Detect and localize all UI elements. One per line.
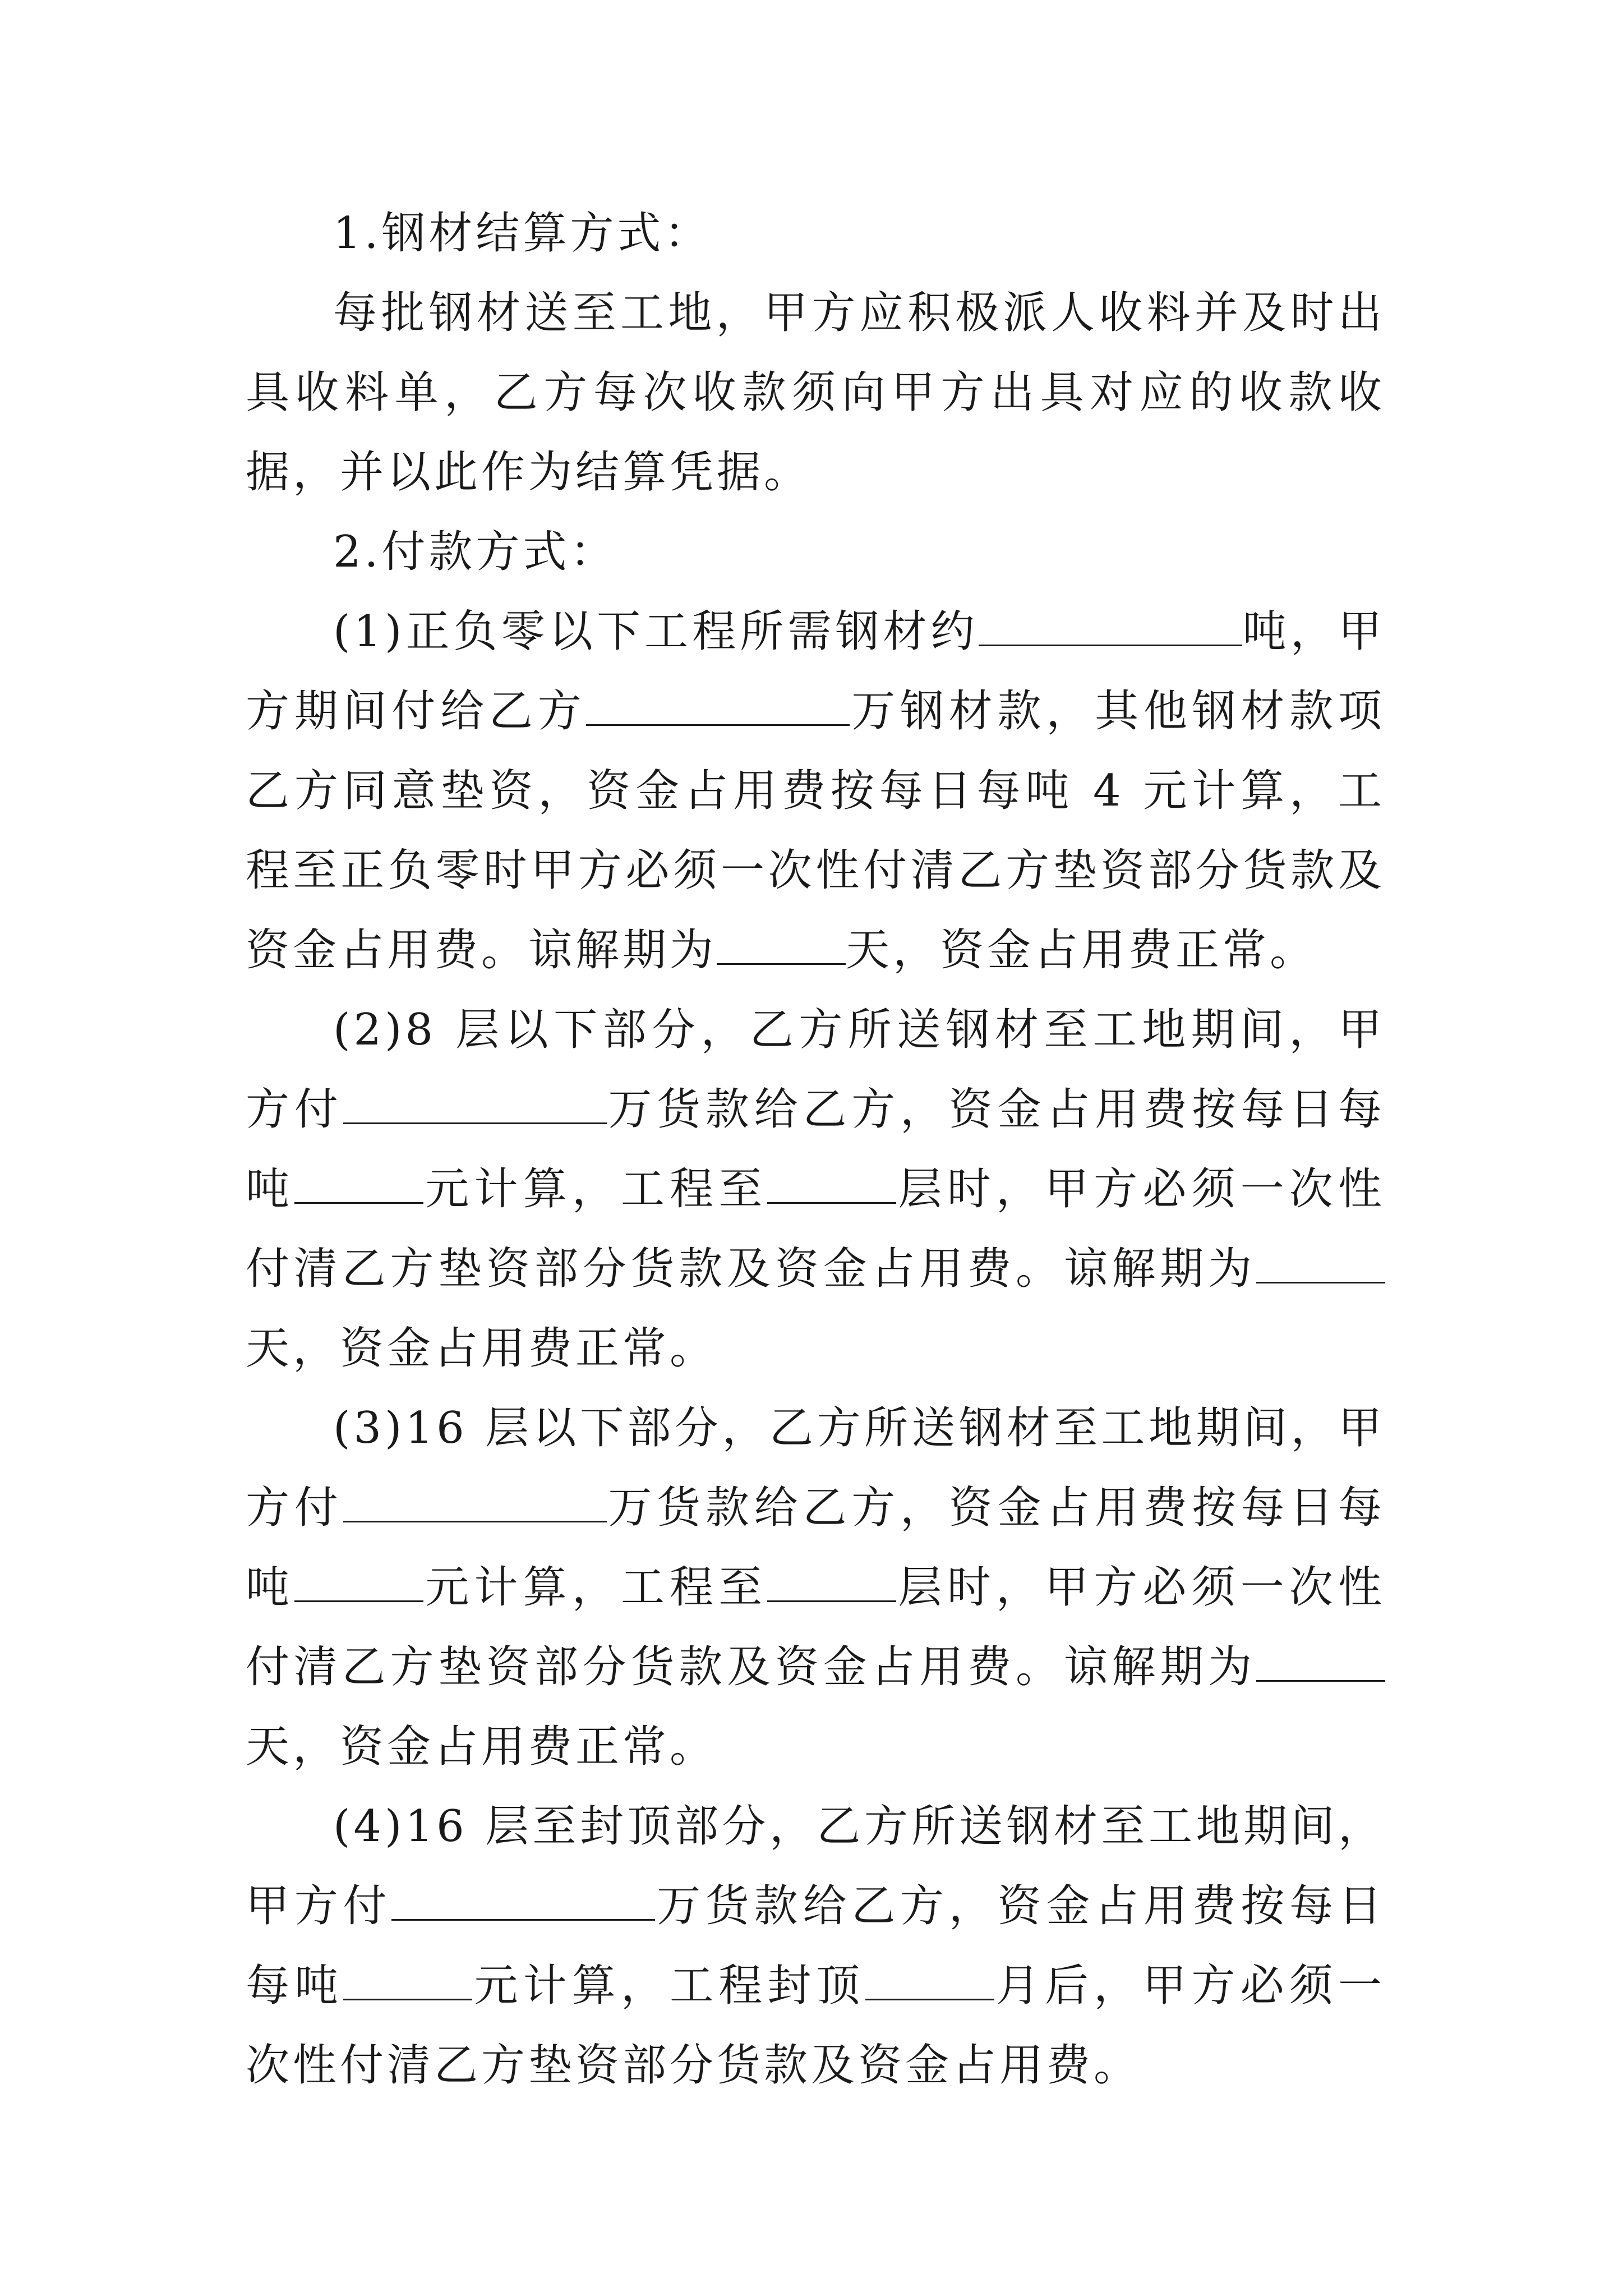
- clause-text: 万货款给乙方，资金占用费按每日每吨: [246, 1483, 1385, 1613]
- section-1-body: 每批钢材送至工地，甲方应积极派人收料并及时出具收料单，乙方每次收款须向甲方出具对应的收款收据，并以此作为结算凭据。: [246, 288, 1385, 498]
- section-2-heading: 2.付款方式：: [333, 527, 617, 577]
- fill-in-blank[interactable]: [767, 1164, 896, 1204]
- clause-text: 层时，甲方必须一次性付清乙方垫资部分货款及资金占用费。谅解期为: [246, 1164, 1385, 1294]
- clause-text: (2)8 层以下部分，乙方所送钢材至工地期间，甲方付: [246, 1005, 1385, 1135]
- clause-text: 元计算，工程至: [423, 1164, 768, 1214]
- fill-in-blank[interactable]: [767, 1562, 896, 1602]
- clause-text: 万钢材款，其他钢材款项乙方同意垫资，资金占用费按每日每吨 4 元计算，工程至正负零时甲方必须一次性付清乙方垫资部分货款及资金占用费。谅解期为: [246, 686, 1385, 976]
- clause-text: 万货款给乙方，资金占用费按每日每吨: [246, 1881, 1385, 2011]
- fill-in-blank[interactable]: [865, 1961, 994, 2000]
- fill-in-blank[interactable]: [979, 606, 1242, 646]
- clause-text: 吨，甲方期间付给乙方: [246, 606, 1385, 737]
- clause-text: (1)正负零以下工程所需钢材约: [333, 606, 979, 657]
- clause-text: 元计算，工程至: [423, 1562, 768, 1613]
- fill-in-blank[interactable]: [717, 925, 846, 965]
- clause-text: 天，资金占用费正常。: [246, 1722, 717, 1772]
- payment-clause-3: [246, 1388, 1385, 1787]
- section-1-heading: 1.钢材结算方式：: [333, 208, 712, 259]
- clause-text: (4)16 层至封顶部分，乙方所送钢材至工地期间，甲方付: [246, 1801, 1385, 1931]
- clause-text: 层时，甲方必须一次性付清乙方垫资部分货款及资金占用费。谅解期为: [246, 1562, 1385, 1692]
- clause-text: 天，资金占用费正常。: [846, 925, 1317, 976]
- fill-in-blank[interactable]: [391, 1881, 655, 1921]
- payment-clause-4: [246, 1787, 1385, 2105]
- payment-clause-1: [246, 592, 1385, 990]
- fill-in-blank[interactable]: [343, 1961, 472, 2000]
- fill-in-blank[interactable]: [343, 1084, 607, 1124]
- clause-text: 万货款给乙方，资金占用费按每日每吨: [246, 1084, 1385, 1214]
- fill-in-blank[interactable]: [294, 1164, 423, 1204]
- fill-in-blank[interactable]: [1256, 1244, 1385, 1283]
- clause-text: 月后，甲方必须一次性付清乙方垫资部分货款及资金占用费。: [246, 1961, 1385, 2091]
- clause-text: 元计算，工程封顶: [472, 1961, 865, 2011]
- payment-clause-2: [246, 990, 1385, 1388]
- fill-in-blank[interactable]: [294, 1562, 423, 1602]
- fill-in-blank[interactable]: [586, 686, 850, 726]
- clause-text: (3)16 层以下部分，乙方所送钢材至工地期间，甲方付: [246, 1403, 1385, 1533]
- fill-in-blank[interactable]: [1256, 1642, 1385, 1682]
- fill-in-blank[interactable]: [343, 1483, 607, 1522]
- document-body: [246, 194, 1385, 2105]
- clause-text: 天，资金占用费正常。: [246, 1323, 717, 1374]
